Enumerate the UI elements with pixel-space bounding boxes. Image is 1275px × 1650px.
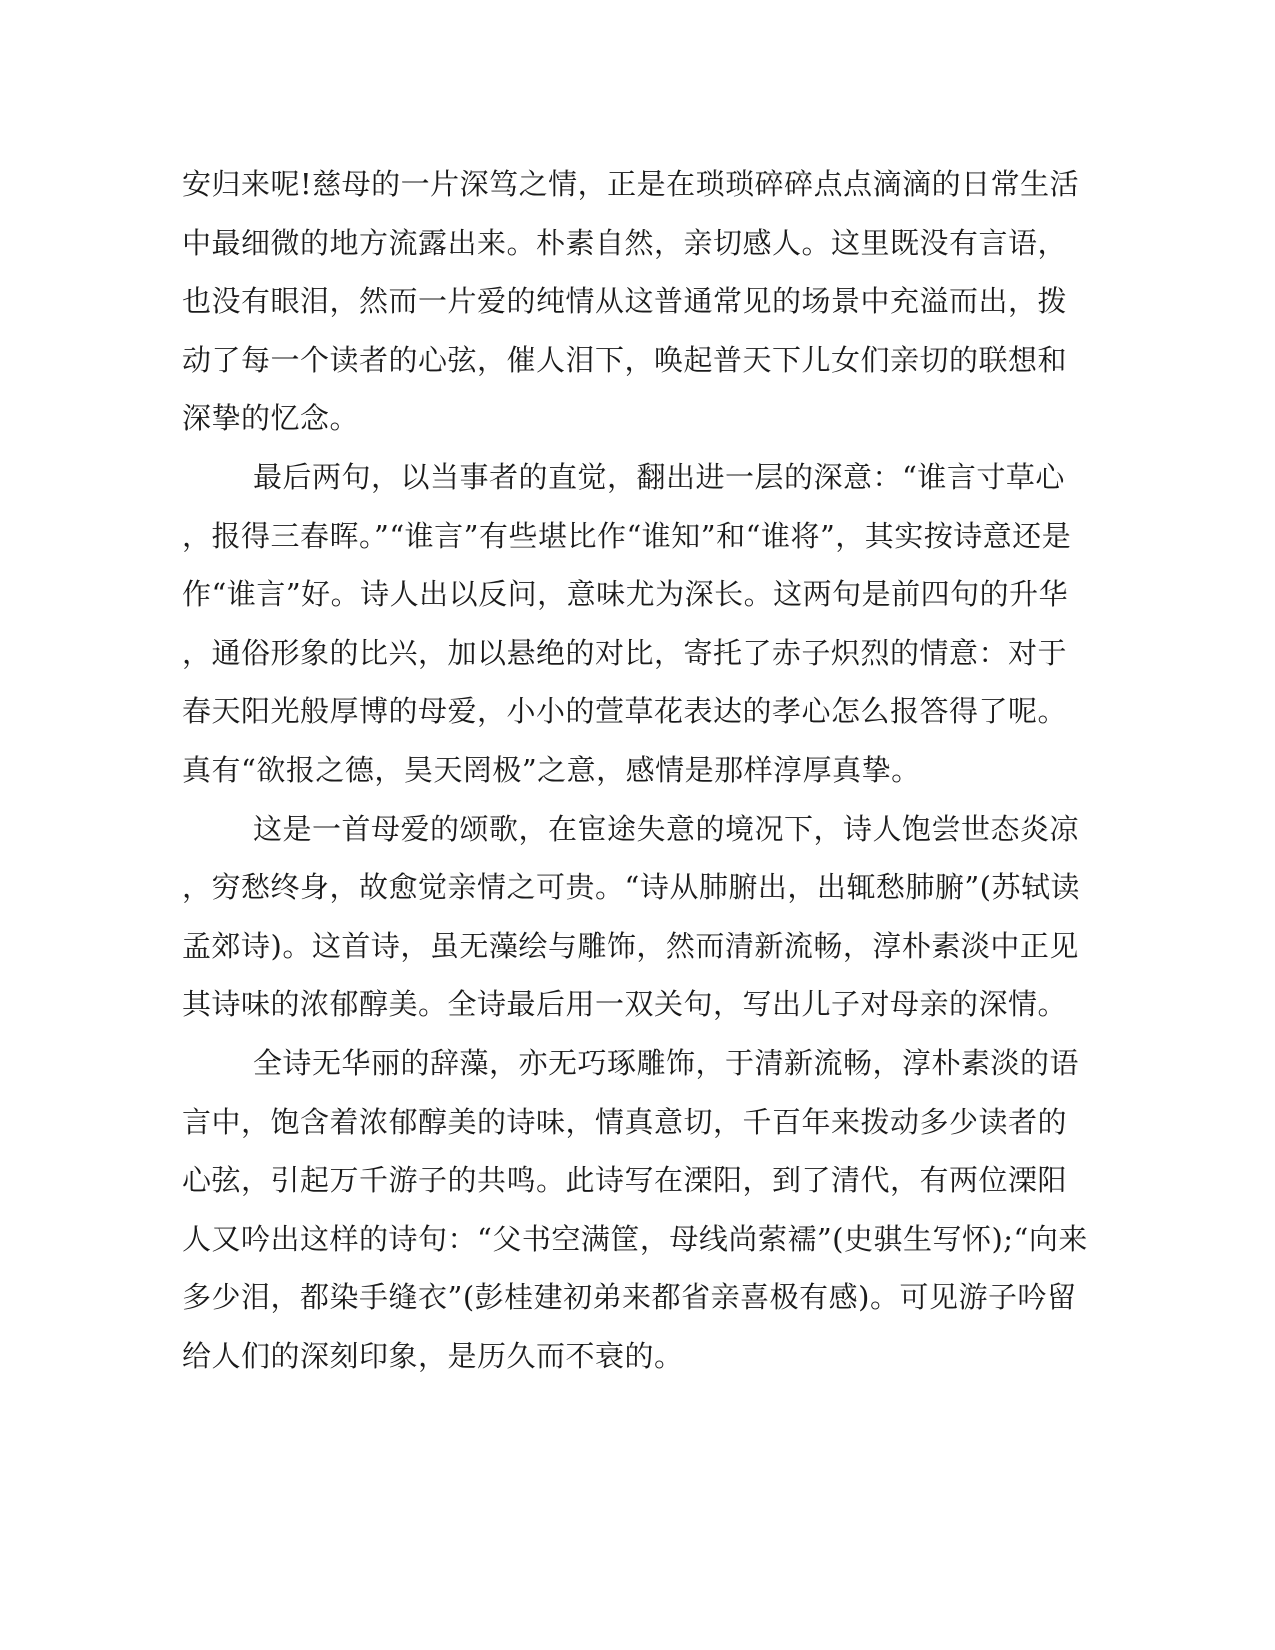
text-line: 其诗味的浓郁醇美。全诗最后用一双关句，写出儿子对母亲的深情。 bbox=[182, 987, 1068, 1022]
text-line: 言中，饱含着浓郁醇美的诗味，情真意切，千百年来拨动多少读者的 bbox=[182, 1104, 1068, 1139]
paragraph-4 bbox=[182, 1034, 1088, 1386]
text-line: 真有“欲报之德，昊天罔极”之意，感情是那样淳厚真挚。 bbox=[182, 752, 921, 787]
text-line: 最后两句，以当事者的直觉，翻出进一层的深意：“谁言寸草心 bbox=[253, 459, 1065, 494]
text-line: 作“谁言”好。诗人出以反问，意味尤为深长。这两句是前四句的升华 bbox=[182, 577, 1069, 612]
text-line: 多少泪，都染手缝衣”(彭桂建初弟来都省亲喜极有感)。可见游子吟留 bbox=[182, 1280, 1077, 1315]
text-line: 深挚的忆念。 bbox=[182, 401, 360, 436]
text-line: 心弦，引起万千游子的共鸣。此诗写在溧阳，到了清代，有两位溧阳 bbox=[182, 1163, 1068, 1198]
text-line: 也没有眼泪，然而一片爱的纯情从这普通常见的场景中充溢而出，拨 bbox=[182, 284, 1068, 319]
text-line: 中最细微的地方流露出来。朴素自然，亲切感人。这里既没有言语， bbox=[182, 225, 1068, 260]
text-line: ，穷愁终身，故愈觉亲情之可贵。“诗从肺腑出，出辄愁肺腑”(苏轼读 bbox=[182, 870, 1080, 905]
text-line: 动了每一个读者的心弦，催人泪下，唤起普天下儿女们亲切的联想和 bbox=[182, 342, 1068, 377]
text-line: ，通俗形象的比兴，加以悬绝的对比，寄托了赤子炽烈的情意：对于 bbox=[182, 635, 1068, 670]
text-line: 这是一首母爱的颂歌，在宦途失意的境况下，诗人饱尝世态炎凉 bbox=[253, 811, 1080, 846]
text-line: 人又吟出这样的诗句：“父书空满筐，母线尚萦襦”(史骐生写怀);“向来 bbox=[182, 1221, 1088, 1256]
text-line: 安归来呢!慈母的一片深笃之情，正是在琐琐碎碎点点滴滴的日常生活 bbox=[182, 167, 1080, 201]
text-line: ，报得三春晖。”“谁言”有些堪比作“谁知”和“谁将”，其实按诗意还是 bbox=[182, 518, 1072, 553]
text-line: 孟郊诗)。这首诗，虽无藻绘与雕饰，然而清新流畅，淳朴素淡中正见 bbox=[182, 928, 1079, 963]
text-line: 全诗无华丽的辞藻，亦无巧琢雕饰，于清新流畅，淳朴素淡的语 bbox=[253, 1045, 1080, 1080]
text-line: 春天阳光般厚博的母爱，小小的萱草花表达的孝心怎么报答得了呢。 bbox=[182, 694, 1068, 729]
paragraph-3 bbox=[182, 800, 1080, 1034]
document-body bbox=[182, 155, 1088, 1385]
paragraph-1 bbox=[182, 155, 1080, 448]
text-line: 给人们的深刻印象，是历久而不衰的。 bbox=[182, 1338, 684, 1373]
paragraph-2 bbox=[182, 448, 1072, 800]
